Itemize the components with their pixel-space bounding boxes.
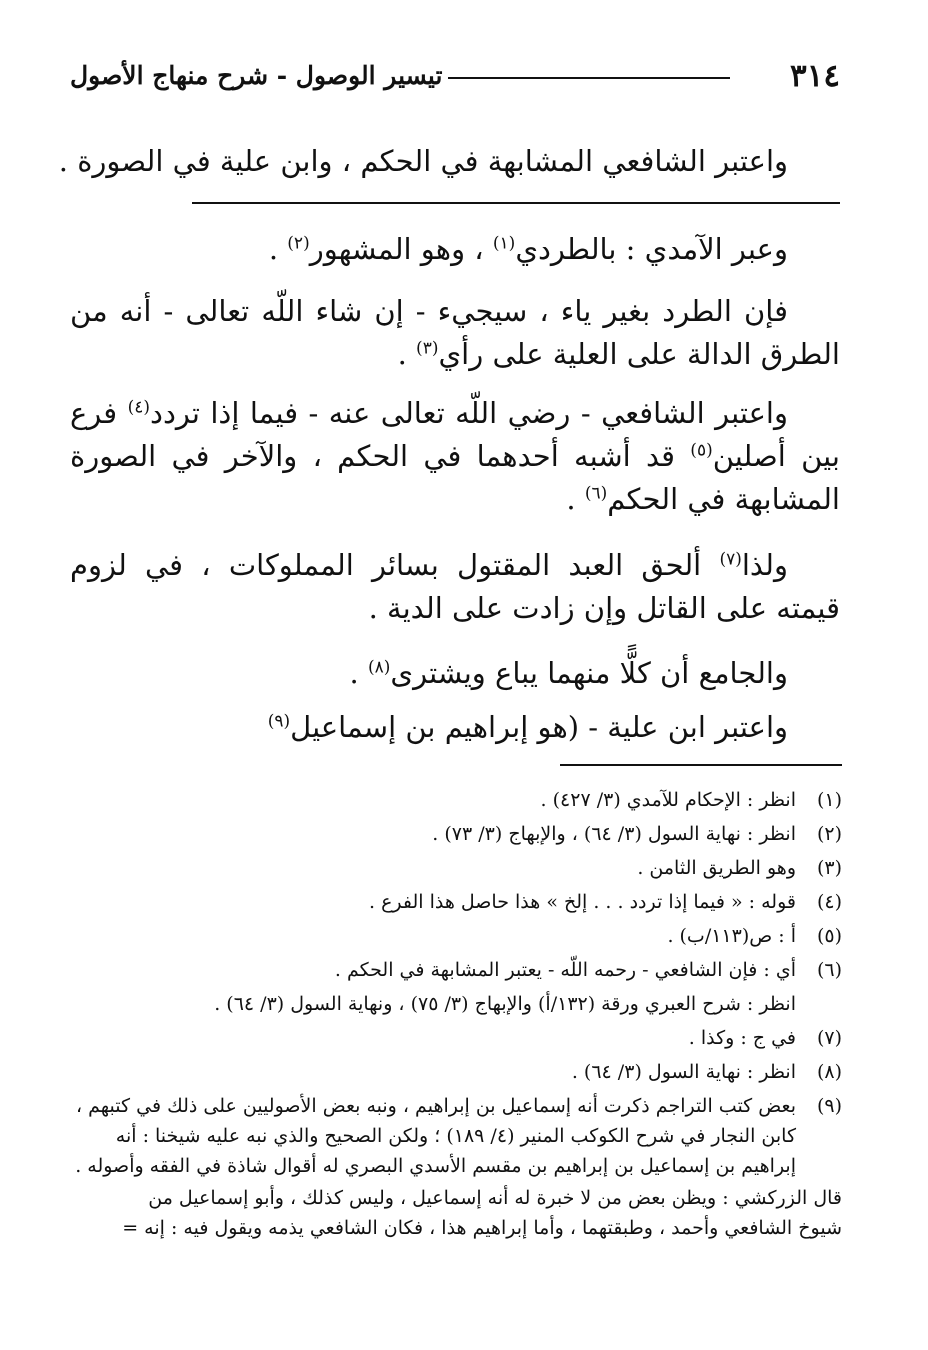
paragraph-1-text: واعتبر الشافعي المشابهة في الحكم ، وابن علية في الصورة .	[58, 144, 788, 178]
footnote-text: قوله : « فيما إذا تردد . . . إلخ » هذا حاصل هذا الفرع .	[368, 891, 796, 913]
footnotes	[72, 783, 842, 1243]
footnote-ref-8[interactable]: (٨)	[367, 657, 391, 678]
footnote-text: وهو الطريق الثامن .	[637, 857, 796, 879]
paragraph-7	[70, 706, 840, 749]
footnote-ref-6[interactable]: (٦)	[584, 483, 608, 504]
paragraph-4-text-a: واعتبر الشافعي - رضي اللّه تعالى عنه - فيما إذا تردد	[150, 396, 788, 430]
footnote-ref-4[interactable]: (٤)	[127, 397, 151, 418]
paragraph-2	[70, 228, 840, 271]
paragraph-3-text-b: .	[397, 337, 417, 371]
page-header	[70, 52, 840, 102]
paragraph-6-text-b: .	[349, 656, 368, 690]
footnote-text	[72, 1091, 796, 1181]
footnote-number: (٧)	[816, 1027, 842, 1049]
paragraph-2-text-b: ، وهو المشهور	[309, 232, 493, 266]
footnote-3	[72, 851, 842, 885]
footnote-ref-3[interactable]: (٣)	[416, 338, 439, 359]
paragraph-6-text-a: والجامع أن كلًّا منهما يباع ويشترى	[390, 656, 788, 690]
paragraph-4-text-b: فرع بين أصلين	[70, 396, 840, 473]
footnote-9-line-1: بعض كتب التراجم ذكرت أنه إسماعيل بن إبراهيم ، ونبه بعض الأصوليين على ذلك في كتبهم ،	[75, 1095, 796, 1117]
paragraph-5-text-b: ألحق العبد المقتول بسائر المملوكات ، في لزوم قيمته على القاتل وإن زادت على الدية .	[70, 548, 840, 625]
footnote-text: أ : ص(١١٣/ب) .	[667, 925, 796, 947]
footnote-number: (٥)	[816, 925, 842, 947]
footnote-1	[72, 783, 842, 817]
header-rule	[448, 77, 730, 79]
section-rule	[192, 202, 840, 204]
paragraph-4-text-d: .	[566, 482, 585, 516]
footnote-separator	[560, 764, 842, 766]
paragraph-1	[58, 140, 840, 183]
paragraph-2-text-a: وعبر الآمدي : بالطردي	[515, 232, 788, 266]
footnote-ref-9[interactable]: (٩)	[267, 711, 291, 732]
footnote-text: انظر : نهاية السول (٣/ ٦٤) ، والإبهاج (٣/ ٧٣) .	[432, 823, 796, 845]
footnote-ref-2[interactable]: (٢)	[287, 233, 310, 254]
running-title: تيسير الوصول - شرح منهاج الأصول	[70, 61, 443, 90]
paragraph-5	[70, 544, 840, 630]
footnote-2	[72, 817, 842, 851]
paragraph-5-text-a: ولذا	[741, 548, 788, 582]
footnote-6-continuation: انظر : شرح العبري ورقة (١٣٢/أ) والإبهاج (٣/ ٧٥) ، ونهاية السول (٣/ ٦٤) .	[214, 993, 796, 1015]
paragraph-3-text-a: فإن الطرد بغير ياء ، سيجيء - إن شاء اللّه تعالى - أنه من الطرق الدالة على العلية على رأي	[70, 294, 840, 371]
footnote-9	[72, 1091, 842, 1181]
footnote-number: (١)	[816, 789, 842, 811]
footnote-9-line-3: إبراهيم بن إسماعيل بن إبراهيم بن مقسم الأسدي البصري له أقوال شاذة في الفقه وأصوله .	[75, 1155, 796, 1177]
footnote-9-line-4: قال الزركشي : ويظن بعض من لا خبرة له أنه إسماعيل ، وليس كذلك ، وأبو إسماعيل من	[148, 1187, 842, 1209]
footnote-number: (٣)	[816, 857, 842, 879]
footnote-8	[72, 1055, 842, 1089]
footnote-text: في ج : وكذا .	[688, 1027, 796, 1049]
footnote-9-continuation	[72, 1183, 842, 1243]
paragraph-2-text-c: .	[268, 232, 288, 266]
footnote-number: (٦)	[816, 959, 842, 981]
paragraph-4-text-c: قد أشبه أحدهما في الحكم ، والآخر في الصورة المشابهة في الحكم	[70, 439, 840, 516]
footnote-number: (٢)	[816, 823, 842, 845]
footnote-number: (٤)	[816, 891, 842, 913]
footnote-9-line-5: شيوخ الشافعي وأحمد ، وطبقتهما ، وأما إبراهيم هذا ، فكان الشافعي يذمه ويقول فيه : إنه =	[122, 1217, 842, 1239]
footnote-5	[72, 919, 842, 953]
footnote-ref-1[interactable]: (١)	[492, 233, 516, 254]
paragraph-3	[70, 290, 840, 376]
paragraph-6	[70, 652, 840, 695]
footnote-ref-5[interactable]: (٥)	[690, 440, 713, 461]
footnote-text: أي : فإن الشافعي - رحمه اللّه - يعتبر المشابهة في الحكم .	[334, 959, 796, 981]
page-number: ٣١٤	[790, 58, 840, 94]
footnote-number: (٨)	[816, 1061, 842, 1083]
paragraph-4	[70, 392, 840, 521]
footnote-6	[72, 953, 842, 987]
footnote-ref-7[interactable]: (٧)	[719, 549, 742, 570]
footnote-7	[72, 1021, 842, 1055]
footnote-9-line-2: كابن النجار في شرح الكوكب المنير (٤/ ١٨٩) ؛ ولكن الصحيح والذي نبه عليه شيخنا : أنه	[115, 1125, 796, 1147]
footnote-text: انظر : الإحكام للآمدي (٣/ ٤٢٧) .	[540, 789, 796, 811]
footnote-number: (٩)	[816, 1095, 842, 1117]
footnote-4	[72, 885, 842, 919]
paragraph-7-text-a: واعتبر ابن علية - (هو إبراهيم بن إسماعيل	[290, 710, 788, 744]
footnote-text: انظر : نهاية السول (٣/ ٦٤) .	[571, 1061, 796, 1083]
